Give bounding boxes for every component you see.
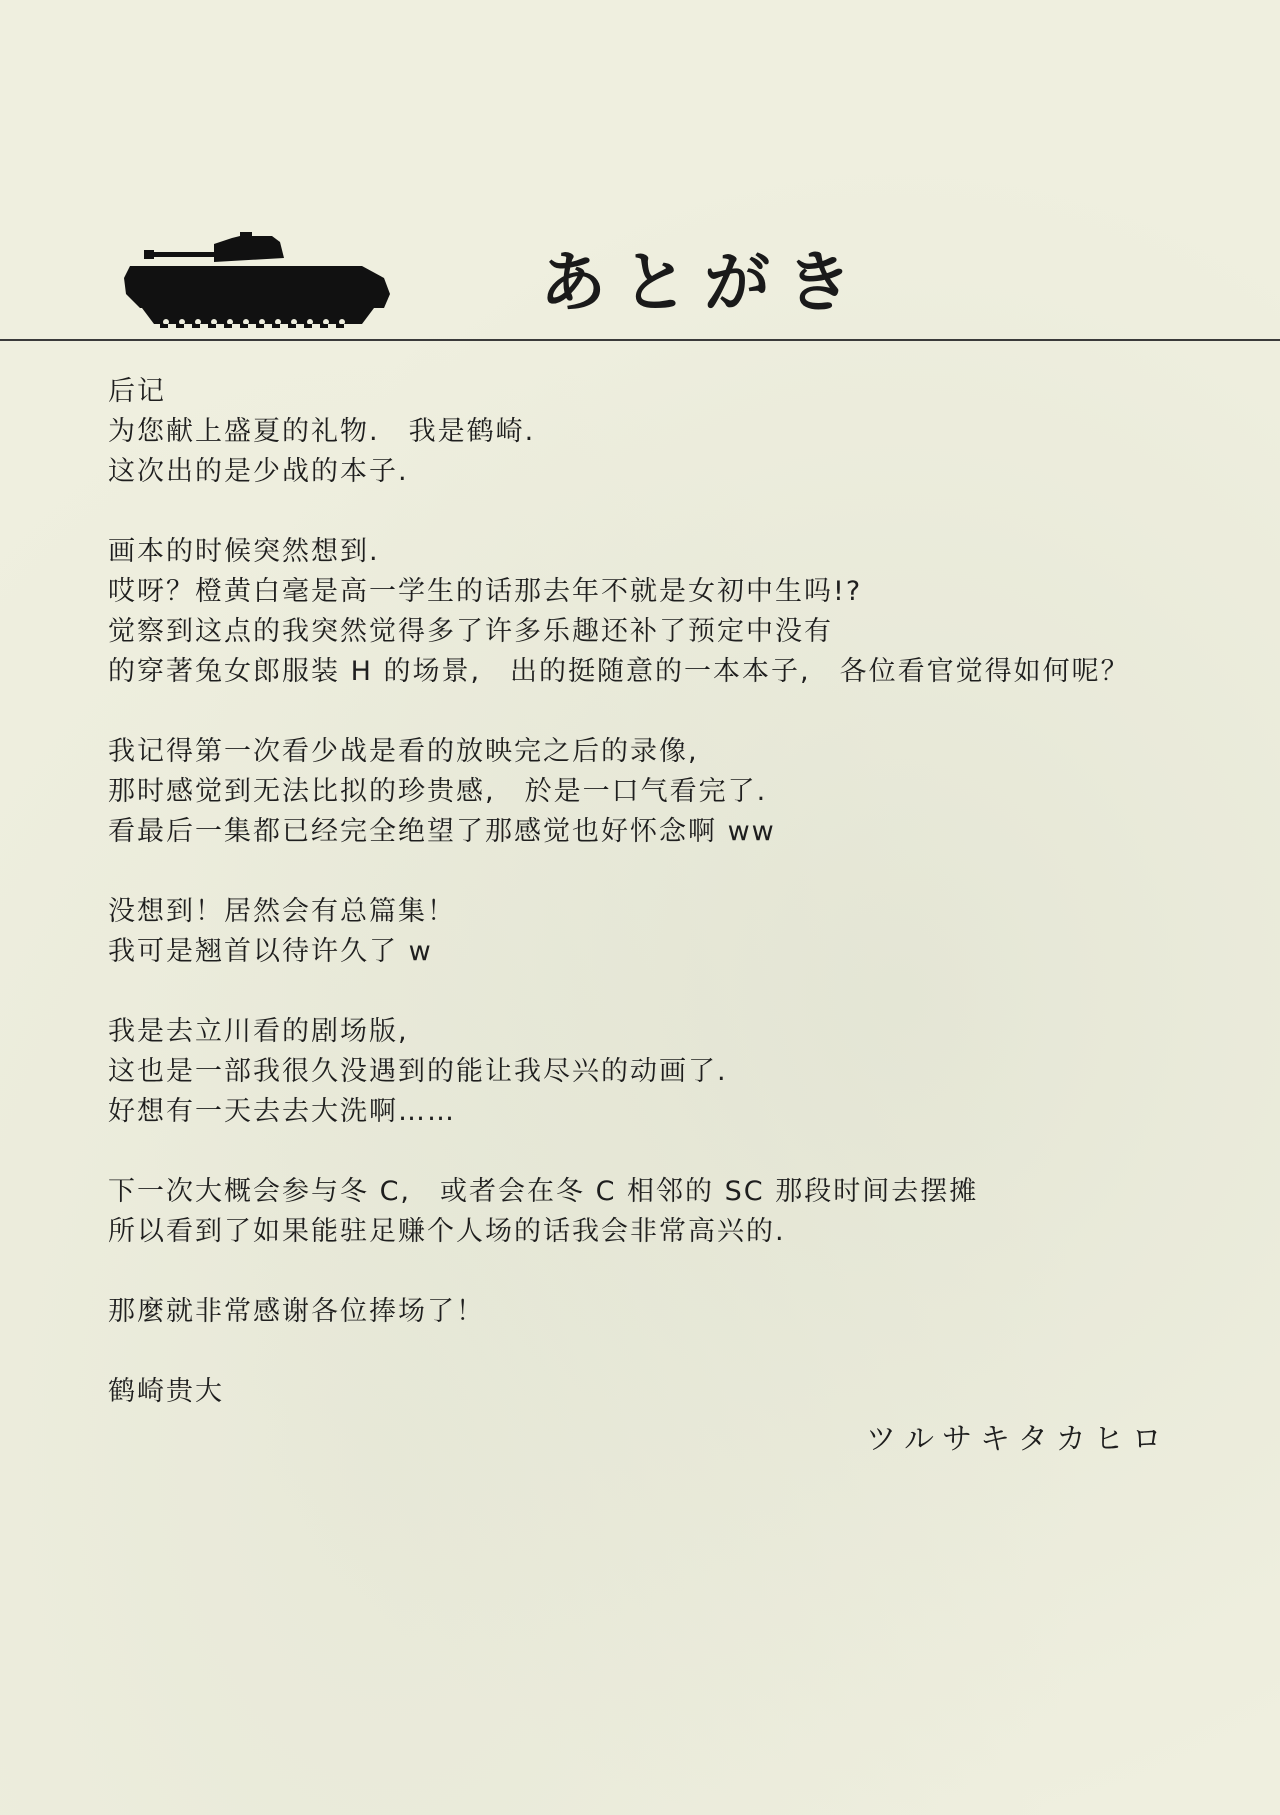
- paragraph-gap: [108, 1252, 1258, 1292]
- tank-silhouette-icon: [122, 232, 392, 342]
- body-line: 好想有一天去去大洗啊……: [108, 1096, 456, 1127]
- page-title: あとがき: [540, 244, 868, 321]
- body-line: 那麼就非常感谢各位捧场了！: [108, 1296, 485, 1327]
- paragraph-gap: [108, 1132, 1258, 1172]
- body-line: 这次出的是少战的本子.: [108, 456, 409, 487]
- header: [0, 0, 1280, 342]
- body-line: 我是去立川看的剧场版,: [108, 1016, 409, 1047]
- afterword-body: [108, 372, 1258, 1412]
- paragraph-gap: [108, 972, 1258, 1012]
- paragraph-gap: [108, 852, 1258, 892]
- paragraph-gap: [108, 492, 1258, 532]
- body-line: 下一次大概会参与冬 C, 或者会在冬 C 相邻的 SC 那段时间去摆摊: [108, 1176, 979, 1207]
- paragraph-gap: [108, 692, 1258, 732]
- author-signature: 鹤崎贵大: [108, 1376, 224, 1407]
- header-divider: [0, 339, 1280, 341]
- body-line: 我可是翘首以待许久了 w: [108, 936, 433, 967]
- paragraph-gap: [108, 1332, 1258, 1372]
- body-line: 觉察到这点的我突然觉得多了许多乐趣还补了预定中没有: [108, 616, 833, 647]
- body-line: 这也是一部我很久没遇到的能让我尽兴的动画了.: [108, 1056, 728, 1087]
- body-line: 那时感觉到无法比拟的珍贵感, 於是一口气看完了.: [108, 776, 768, 807]
- body-line: 我记得第一次看少战是看的放映完之后的录像,: [108, 736, 699, 767]
- body-line: 后记: [108, 376, 166, 407]
- body-line: 画本的时候突然想到.: [108, 536, 380, 567]
- body-line: 为您献上盛夏的礼物. 我是鹤崎.: [108, 416, 536, 447]
- body-line: 所以看到了如果能驻足赚个人场的话我会非常高兴的.: [108, 1216, 786, 1247]
- body-line: 的穿著兔女郎服装 H 的场景, 出的挺随意的一本本子, 各位看官觉得如何呢？: [108, 656, 1130, 687]
- body-line: 看最后一集都已经完全绝望了那感觉也好怀念啊 ww: [108, 816, 776, 847]
- body-line: 没想到！居然会有总篇集！: [108, 896, 456, 927]
- body-line: 哎呀？橙黄白毫是高一学生的话那去年不就是女初中生吗!?: [108, 576, 863, 607]
- author-name-katakana: ツルサキタカヒロ: [866, 1422, 1170, 1457]
